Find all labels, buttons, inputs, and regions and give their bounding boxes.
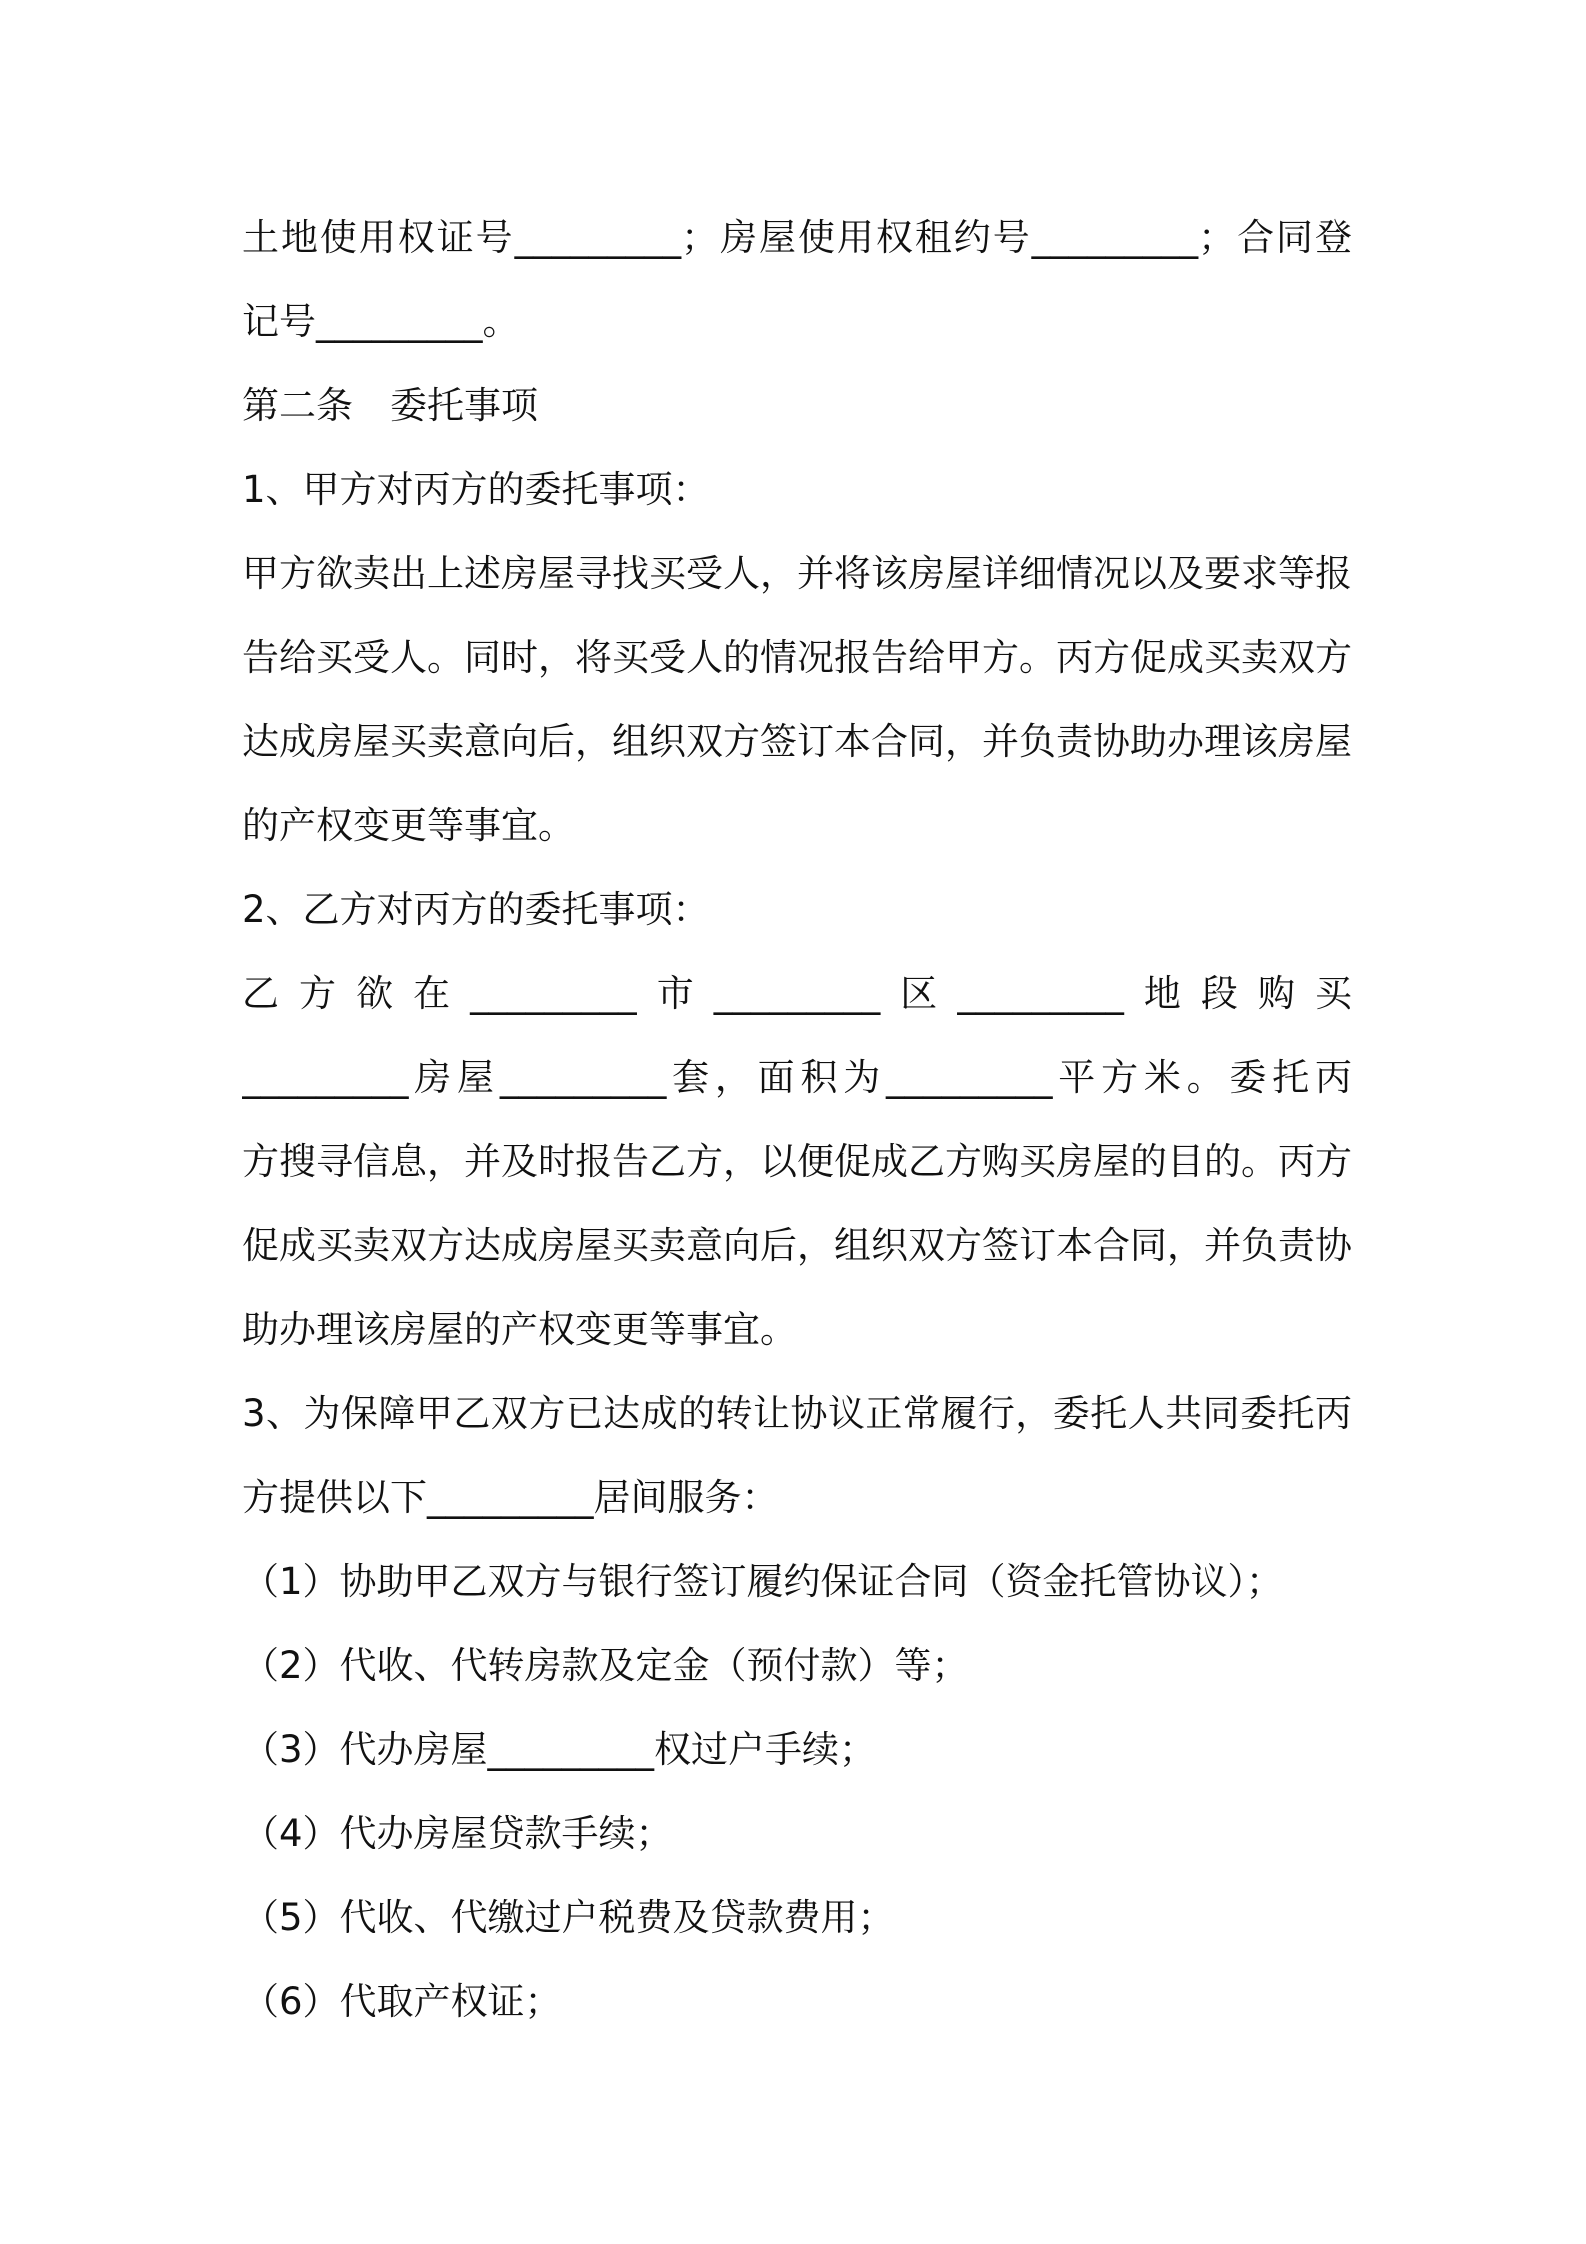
list-item: （2）代收、代转房款及定金（预付款）等； — [242, 1644, 969, 1687]
clause-heading: 1、甲方对丙方的委托事项： — [242, 468, 710, 511]
paragraph-line: 甲方欲卖出上述房屋寻找买受人，并将该房屋详细情况以及要求等报 — [242, 552, 1352, 595]
list-item: （6）代取产权证； — [242, 1980, 562, 2023]
paragraph-line: 方提供以下_________居间服务： — [242, 1476, 779, 1519]
paragraph-line: 记号_________。 — [242, 300, 520, 343]
list-item: （3）代办房屋_________权过户手续； — [242, 1728, 877, 1771]
paragraph-line: 的产权变更等事宜。 — [242, 804, 575, 847]
section-heading: 第二条 委托事项 — [242, 384, 538, 427]
paragraph-line: 告给买受人。同时，将买受人的情况报告给甲方。丙方促成买卖双方 — [242, 636, 1352, 679]
paragraph-line: 助办理该房屋的产权变更等事宜。 — [242, 1308, 797, 1351]
list-item: （4）代办房屋贷款手续； — [242, 1812, 673, 1855]
list-item: （5）代收、代缴过户税费及贷款费用； — [242, 1896, 895, 1939]
clause-heading: 2、乙方对丙方的委托事项： — [242, 888, 710, 931]
paragraph-line: 促成买卖双方达成房屋买卖意向后，组织双方签订本合同，并负责协 — [242, 1224, 1352, 1267]
paragraph-line: 3、为保障甲乙双方已达成的转让协议正常履行，委托人共同委托丙 — [242, 1392, 1352, 1435]
document-page — [242, 196, 1352, 2044]
paragraph-line: _________房屋_________套，面积为_________平方米。委托丙 — [242, 1056, 1352, 1099]
paragraph-line: 乙方欲在_________市_________区_________地段购买 — [242, 972, 1352, 1015]
paragraph-line: 土地使用权证号_________；房屋使用权租约号_________；合同登 — [242, 216, 1352, 259]
list-item: （1）协助甲乙双方与银行签订履约保证合同（资金托管协议）； — [242, 1560, 1284, 1603]
paragraph-line: 达成房屋买卖意向后，组织双方签订本合同，并负责协助办理该房屋 — [242, 720, 1352, 763]
paragraph-line: 方搜寻信息，并及时报告乙方，以便促成乙方购买房屋的目的。丙方 — [242, 1140, 1352, 1183]
